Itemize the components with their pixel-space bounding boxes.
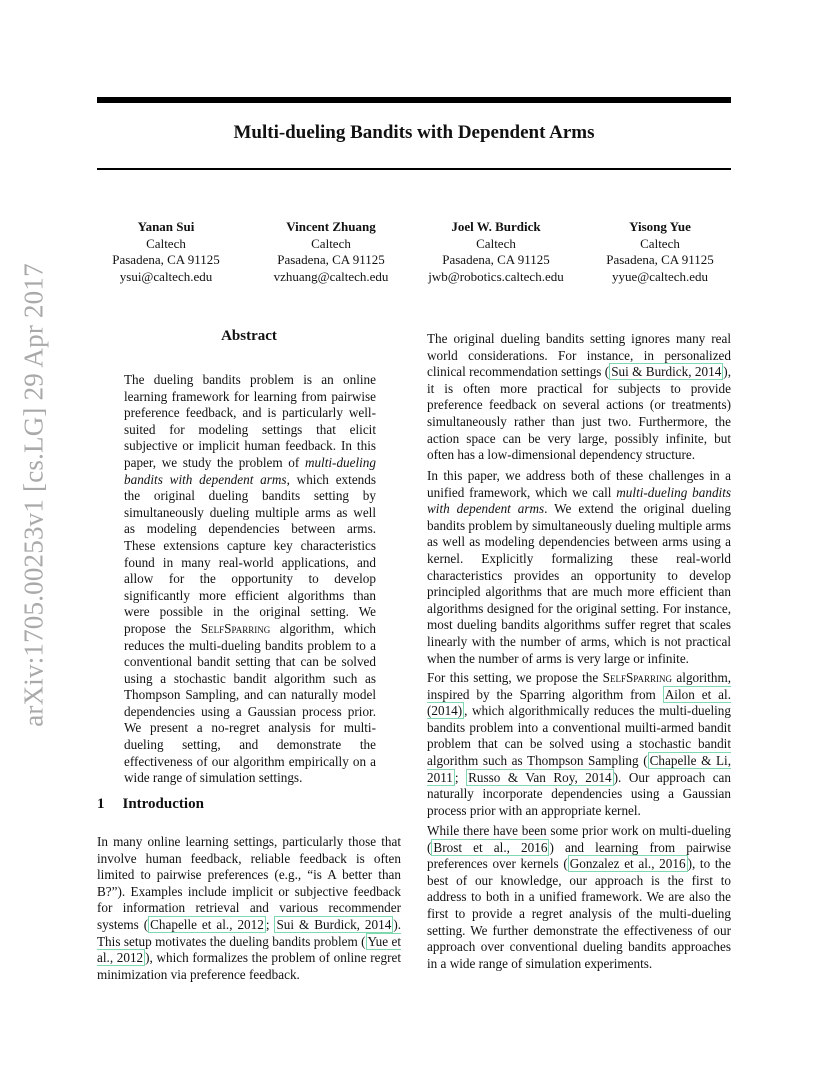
abstract-text-part: , which extends the original dueling bandits setting by simultaneously dueling multiple arms as well as modeling dependencies between arms. These extensions capture key characteristics found in many real-world applications, and allow for the opportunity to develop significantly more efficient algorithms than were possible in the original setting. We propose the — [124, 471, 376, 636]
author-card — [411, 219, 581, 285]
author-location: Pasadena, CA 91125 — [442, 252, 550, 267]
paragraph-text: In many online learning settings, particularly those that involve human feedback, reliable feedback is often limited to pairwise preferences (e.g., “is A better than B?”). Examples include implicit or subjective feedback for information retrieval and various recommender systems ( — [97, 834, 401, 932]
paragraph-text: ). Our approach can naturally incorporate dependencies using a Gaussian process prior with an appropriate kernel. — [427, 769, 731, 818]
author-affiliation: Caltech — [640, 235, 680, 251]
body-paragraph — [427, 823, 731, 972]
body-paragraph — [427, 468, 731, 667]
paragraph-text: ) and learning from pairwise preferences over kernels ( — [427, 839, 731, 872]
abstract-text — [124, 372, 376, 787]
top-rule — [97, 97, 731, 103]
body-paragraph — [427, 670, 731, 819]
author-email[interactable]: yyue@caltech.edu — [611, 268, 709, 284]
author-name: Joel W. Burdick — [451, 219, 541, 234]
abstract-text-part: The dueling bandits problem is an online learning framework for learning from pairwise preference feedback, and is particularly well-suited for modeling settings that elicit subjective or implicit human feedback. In this paper, we study the problem of — [124, 372, 376, 470]
author-card — [81, 219, 251, 285]
author-email[interactable]: ysui@caltech.edu — [119, 268, 213, 284]
section-heading — [97, 796, 204, 813]
paragraph-text: ), which formalizes the problem of online regret minimization via preference feedback. — [97, 950, 401, 982]
abstract-heading: Abstract — [221, 328, 277, 344]
paragraph-text: algorithm, inspired by the Sparring algorithm from — [427, 670, 731, 702]
paragraph-text: ; — [265, 916, 275, 932]
algorithm-name: SelfSparring — [200, 620, 271, 636]
citation-link[interactable]: Sui & Burdick, 2014 — [276, 916, 392, 932]
citation-link[interactable]: Brost et al., 2016 — [433, 839, 548, 855]
algorithm-name: SelfSparring — [602, 670, 672, 685]
paragraph-text: While there have been some prior work on multi-dueling ( — [427, 823, 731, 855]
abstract-text-part: algorithm, which reduces the multi-dueling bandits problem to a conventional bandit setting that can be solved using a stochastic bandit algorithm such as Thompson Sampling, and can naturally model dependencies using a Gaussian process prior. We present a no-regret analysis for multi-dueling setting, and demonstrate the effectiveness of our algorithm empirically on a wide range of simulation settings. — [124, 620, 376, 786]
intro-paragraph — [97, 834, 401, 983]
paragraph-text: ), it is often more practical for subjects to provide preference feedback on several actions (or treatments) simultaneously rather than just two. Furthermore, the action space can be very large, possibly infinite, but often has a low-dimensional dependency structure. — [427, 364, 731, 463]
citation-link[interactable]: Chapelle et al., 2012 — [150, 916, 264, 932]
author-location: Pasadena, CA 91125 — [606, 252, 714, 267]
citation-link[interactable]: Russo & Van Roy, 2014 — [468, 769, 612, 785]
paragraph-text: For this setting, we propose the — [427, 670, 603, 685]
paragraph-text: , which algorithmically reduces the multi-dueling bandits problem into a conventional muilti-armed bandit problem that can be solved using a stochastic bandit algorithm such as Thompson Sampling ( — [427, 703, 731, 768]
author-email[interactable]: vzhuang@caltech.edu — [273, 268, 389, 284]
citation-link[interactable]: Yue et al., 2012 — [97, 933, 401, 966]
author-affiliation: Caltech — [146, 235, 186, 251]
paragraph-text: In this paper, we address both of these challenges in a unified framework, which we call — [427, 468, 731, 500]
paragraph-text: The original dueling bandits setting ignores many real world considerations. For instance, in personalized clinical recommendation settings ( — [427, 331, 731, 380]
citation-link[interactable]: Ailon et al. (2014) — [427, 686, 731, 719]
paper-title: Multi-dueling Bandits with Dependent Arms — [233, 122, 595, 143]
abstract-emphasis: multi-dueling bandits with dependent arms — [124, 454, 376, 487]
author-name: Yisong Yue — [629, 219, 691, 234]
author-location: Pasadena, CA 91125 — [277, 252, 385, 267]
paragraph-text: . We extend the original dueling bandits problem by simultaneously dueling multiple arms as well as modeling dependencies between arms using a kernel. Explicitly formalizing these real-world characteristics provides an opportunity to develop principled algorithms that are much more efficient than algorithms designed for the original setting. For instance, most dueling bandits algorithms suffer regret that scales linearly with the number of arms, which is not practical when the number of arms is very large or infinite. — [427, 501, 732, 666]
author-affiliation: Caltech — [476, 235, 516, 251]
author-location: Pasadena, CA 91125 — [112, 252, 220, 267]
arxiv-stamp[interactable]: arXiv:1705.00253v1 [cs.LG] 29 Apr 2017 — [18, 263, 49, 727]
author-email[interactable]: jwb@robotics.caltech.edu — [428, 268, 564, 284]
section-title: Introduction — [122, 796, 204, 812]
body-paragraph — [427, 331, 731, 464]
emphasis-text: multi-dueling bandits with dependent arms — [427, 484, 731, 517]
citation-link[interactable]: Sui & Burdick, 2014 — [611, 364, 722, 380]
author-card — [575, 219, 745, 285]
author-name: Vincent Zhuang — [286, 219, 376, 234]
citation-link[interactable]: Chapelle & Li, 2011 — [427, 752, 731, 785]
citation-link[interactable]: Gonzalez et al., 2016 — [569, 856, 686, 872]
paragraph-text: ). This setup motivates the dueling bandits problem ( — [97, 916, 402, 949]
author-card — [246, 219, 416, 285]
author-name: Yanan Sui — [137, 219, 195, 234]
section-number: 1 — [97, 796, 105, 812]
author-affiliation: Caltech — [311, 235, 351, 251]
paragraph-text: ), to the best of our knowledge, our approach is the first to address to both in a unified framework. We are also the first to provide a regret analysis of the multi-dueling setting. We further demonstrate the effectiveness of our approach over conventional dueling bandits approaches in a wide range of simulation experiments. — [427, 856, 731, 971]
title-rule — [97, 168, 731, 170]
paragraph-text: ; — [454, 769, 467, 785]
